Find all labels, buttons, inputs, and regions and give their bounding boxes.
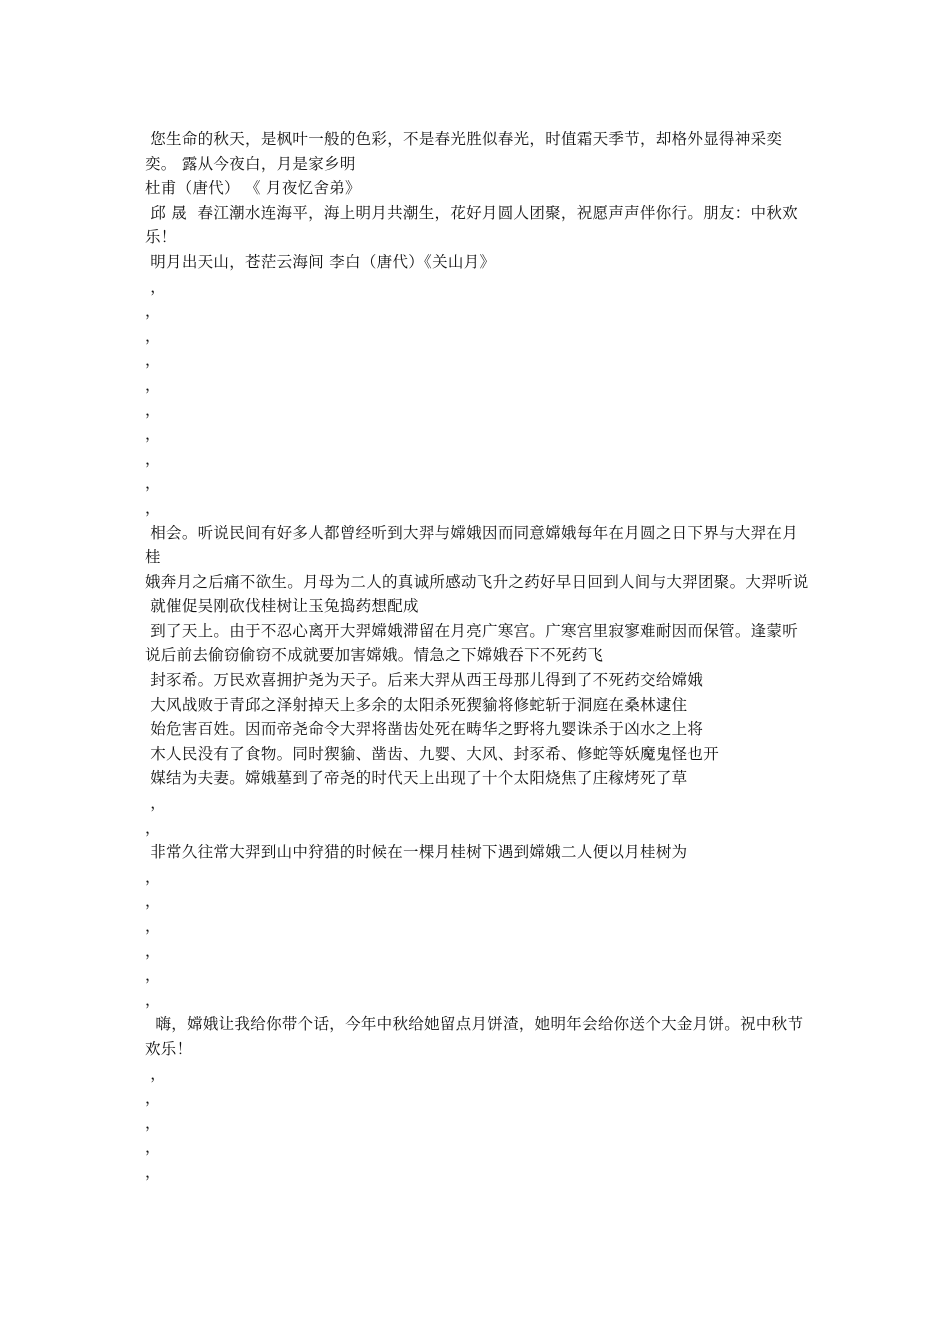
text-line: ， bbox=[145, 425, 161, 444]
text-line: ， bbox=[145, 1064, 167, 1083]
text-line: ， bbox=[145, 941, 161, 960]
text-line: 娥奔月之后痛不欲生。月母为二人的真诚所感动飞升之药好早日回到人间与大羿团聚。大羿听说 bbox=[145, 572, 809, 591]
text-line: 媒结为夫妻。嫦娥墓到了帝尧的时代天上出现了十个太阳烧焦了庄稼烤死了草 bbox=[145, 769, 688, 788]
text-line: ， bbox=[145, 818, 161, 837]
text-line: 您生命的秋天，是枫叶一般的色彩，不是春光胜似春光，时值霜天季节，却格外显得神采奕奕。 露从今夜白，月是家乡明 bbox=[145, 130, 783, 173]
text-line: ， bbox=[145, 400, 161, 419]
text-line: ， bbox=[145, 892, 161, 911]
text-line: 相会。听说民间有好多人都曾经听到大羿与嫦娥因而同意嫦娥每年在月圆之日下界与大羿在月桂 bbox=[145, 523, 799, 567]
text-line: 杜甫（唐代） 《 月夜忆舍弟》 bbox=[145, 179, 361, 198]
text-line: ， bbox=[145, 351, 161, 370]
text-line: ， bbox=[145, 1138, 161, 1157]
text-line: ， bbox=[145, 449, 161, 468]
text-line: ， bbox=[145, 474, 161, 493]
text-line: 封豕希。万民欢喜拥护尧为天子。后来大羿从西王母那儿得到了不死药交给嫦娥 bbox=[145, 671, 704, 690]
text-line: 大风战败于青邱之泽射掉天上多余的太阳杀死猰貐将修蛇斩于洞庭在桑林逮住 bbox=[145, 695, 688, 714]
text-line: ， bbox=[145, 1113, 161, 1132]
text-line: 始危害百姓。因而帝尧命令大羿将凿齿处死在畴华之野将九婴诛杀于凶水之上将 bbox=[145, 720, 704, 739]
text-line: ， bbox=[145, 966, 161, 985]
text-line: 就催促吴刚砍伐桂树让玉兔捣药想配成 bbox=[145, 597, 419, 616]
text-line: ， bbox=[145, 917, 161, 935]
text-line: ， bbox=[145, 498, 161, 517]
text-line: ， bbox=[145, 326, 161, 345]
text-line: ， bbox=[145, 1162, 161, 1181]
document-body bbox=[145, 127, 810, 1185]
text-line: ， bbox=[145, 794, 167, 813]
text-line: ， bbox=[145, 375, 161, 394]
text-line: 邱 晟 春江潮水连海平，海上明月共潮生，花好月圆人团聚，祝愿声声伴你行。朋友：中秋欢乐！ bbox=[145, 203, 798, 247]
text-line: ， bbox=[145, 1089, 161, 1108]
text-line: ， bbox=[145, 990, 161, 1009]
text-line: ， bbox=[145, 867, 161, 886]
text-line: 到了天上。由于不忍心离开大羿嫦娥滞留在月亮广寒宫。广寒宫里寂寥难耐因而保管。逢蒙听说后前去偷窃偷窃不成就要加害嫦娥。情急之下嫦娥吞下不死药飞 bbox=[145, 621, 799, 665]
text-line: 非常久往常大羿到山中狩猎的时候在一棵月桂树下遇到嫦娥二人便以月桂树为 bbox=[145, 843, 688, 862]
text-line: ， bbox=[145, 302, 161, 321]
text-line: ， bbox=[145, 277, 167, 296]
text-line: 明月出天山，苍茫云海间 李白（唐代）《关山月》 bbox=[145, 252, 496, 271]
text-line: 木人民没有了食物。同时猰貐、凿齿、九婴、大风、封豕希、修蛇等妖魔鬼怪也开 bbox=[145, 744, 720, 763]
text-line: 嗨，嫦娥让我给你带个话，今年中秋给她留点月饼渣，她明年会给你送个大金月饼。祝中秋节欢乐！ bbox=[145, 1015, 804, 1058]
